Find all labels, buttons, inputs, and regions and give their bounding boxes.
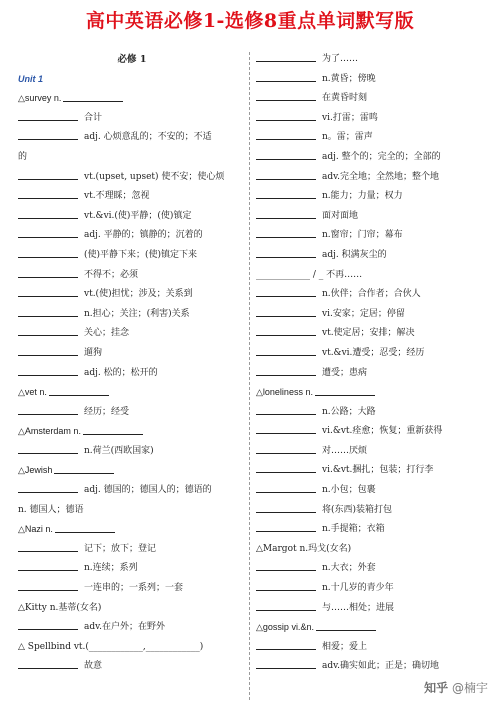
definition-text: 经历；经受: [84, 406, 130, 417]
definition-text: 相爱；爱上: [322, 641, 368, 652]
answer-blank[interactable]: [18, 442, 78, 454]
section-heading: 必修 1: [117, 54, 147, 65]
vocab-line: [256, 520, 488, 540]
definition-text: adj. 积满灰尘的: [322, 249, 387, 260]
answer-blank[interactable]: [18, 187, 78, 199]
definition-text: n.连续；系列: [84, 563, 138, 574]
vocab-line: [18, 128, 246, 148]
vocab-line: [18, 579, 246, 599]
answer-blank[interactable]: [256, 520, 316, 532]
definition-text: vt.不理睬；忽视: [84, 191, 150, 202]
answer-blank[interactable]: [256, 50, 316, 62]
answer-blank[interactable]: [256, 559, 316, 571]
answer-blank[interactable]: [256, 187, 316, 199]
plain-line: 的: [18, 151, 28, 162]
definition-text: n.能力；力量；权力: [322, 191, 403, 202]
headword: △Jewish: [18, 465, 53, 476]
headword: △vet n.: [18, 387, 47, 398]
definition-text: vi.打雷；雷鸣: [322, 112, 378, 123]
definition-text: n.公路；大路: [322, 406, 376, 417]
vocab-line: [256, 187, 488, 207]
definition-text: 面对面地: [322, 210, 359, 221]
vocab-line: [18, 226, 246, 246]
headword: △loneliness n.: [256, 387, 313, 398]
vocab-line: [18, 168, 246, 188]
vocab-line: [256, 226, 488, 246]
definition-text: 对……厌烦: [322, 445, 368, 456]
definition-text: vt.&vi.(使)平静；(使)镇定: [84, 210, 192, 221]
answer-blank[interactable]: [18, 109, 78, 121]
answer-blank[interactable]: [256, 324, 316, 336]
definition-text: 遭受；患病: [322, 367, 368, 378]
vocab-line: [256, 599, 488, 619]
answer-blank[interactable]: [18, 285, 78, 297]
answer-blank[interactable]: [18, 324, 78, 336]
definition-text: 遛狗: [84, 347, 103, 358]
vocab-line: [256, 246, 488, 266]
vocab-line: [256, 461, 488, 481]
vocab-line: [256, 324, 488, 344]
answer-blank[interactable]: [256, 364, 316, 376]
definition-text: n.窗帘；门帘；幕布: [322, 230, 403, 241]
definition-text: vt.(upset, upset) 使不安；使心烦: [84, 171, 225, 182]
vocab-line: [18, 442, 246, 462]
answer-blank[interactable]: [18, 168, 78, 180]
answer-blank[interactable]: [256, 70, 316, 82]
definition-text: vt.(使)担忧；涉及；关系到: [84, 289, 193, 300]
headword: △gossip vi.&n.: [256, 622, 314, 633]
vocab-line: [256, 364, 488, 384]
vocab-line: [18, 403, 246, 423]
watermark-author: @楠宇: [451, 681, 488, 695]
answer-blank[interactable]: [18, 266, 78, 278]
answer-blank[interactable]: [49, 384, 109, 396]
answer-blank[interactable]: [63, 90, 123, 102]
definition-text: adj. 整个的；完全的；全部的: [322, 151, 441, 162]
answer-blank[interactable]: [256, 461, 316, 473]
vocab-line: [256, 618, 488, 638]
answer-blank[interactable]: [256, 168, 316, 180]
definition-text: 为了……: [322, 54, 359, 64]
vocab-line: [256, 109, 488, 129]
vocab-line: [256, 285, 488, 305]
definition-text: n.黄昏；傍晚: [322, 73, 376, 84]
answer-blank[interactable]: [256, 226, 316, 238]
vocab-line: [256, 442, 488, 462]
vocab-line: [18, 324, 246, 344]
definition-text: 一连串的；一系列；一套: [84, 583, 184, 594]
answer-blank[interactable]: [18, 305, 78, 317]
vocab-line: [18, 481, 246, 501]
right-column: [256, 50, 488, 677]
unit-heading: Unit 1: [18, 73, 44, 84]
vocab-line: [256, 559, 488, 579]
answer-blank[interactable]: [18, 540, 78, 552]
vocab-line: [256, 638, 488, 658]
definition-text: adv.完全地；全然地；整个地: [322, 171, 440, 182]
vocab-line: [256, 148, 488, 168]
definition-text: n.荷兰(西欧国家): [84, 445, 154, 456]
answer-blank[interactable]: [256, 89, 316, 101]
plain-line: △ Spellbind vt.(____________,____________): [18, 641, 204, 652]
vocab-line: [256, 501, 488, 521]
answer-blank[interactable]: [54, 462, 114, 474]
vocab-line: [256, 403, 488, 423]
definition-text: 故意: [84, 661, 103, 672]
zhihu-logo: 知乎: [424, 681, 449, 695]
answer-blank[interactable]: [18, 207, 78, 219]
plain-line: △Kitty n.基蒂(女名): [18, 602, 102, 613]
definition-text: vi.&vt.捆扎；包装；打行李: [322, 465, 434, 476]
answer-blank[interactable]: [18, 559, 78, 571]
definition-text: adv.在户外；在野外: [84, 622, 166, 633]
answer-blank[interactable]: [18, 657, 78, 669]
answer-blank[interactable]: [256, 657, 316, 669]
answer-blank[interactable]: [256, 128, 316, 140]
definition-text: n.十几岁的青少年: [322, 583, 394, 594]
answer-blank[interactable]: [18, 344, 78, 356]
answer-blank[interactable]: [18, 403, 78, 415]
vocab-line: [256, 207, 488, 227]
definition-text: 与……相处；进展: [322, 602, 395, 613]
definition-text: n.担心；关注；(利害)关系: [84, 308, 190, 319]
answer-blank[interactable]: [18, 128, 78, 140]
definition-text: adj. 松的；松开的: [84, 367, 158, 378]
definition-text: n.大衣；外套: [322, 563, 376, 574]
vocab-line: [256, 89, 488, 109]
definition-text: vt.&vi.遭受；忍受；经历: [322, 347, 425, 358]
definition-text: adj. 心烦意乱的；不安的；不适: [84, 132, 212, 143]
definition-text: vi.&vt.痊愈；恢复；重新获得: [322, 426, 443, 437]
vocab-line: [256, 344, 488, 364]
vocab-line: [256, 422, 488, 442]
answer-blank[interactable]: [256, 305, 316, 317]
vocab-line: [18, 285, 246, 305]
definition-text: vt.使定居；安排；解决: [322, 328, 415, 339]
vocab-line: [256, 50, 488, 70]
column-divider: [249, 52, 250, 700]
answer-blank[interactable]: [315, 384, 375, 396]
plain-line: n. 德国人；德语: [18, 504, 84, 515]
answer-blank[interactable]: [256, 207, 316, 219]
vocab-line: [18, 246, 246, 266]
definition-text: adj. 德国的；德国人的；德语的: [84, 485, 212, 496]
headword: △Nazi n.: [18, 524, 53, 535]
definition-text: adj. 平静的；镇静的；沉着的: [84, 230, 203, 241]
vocab-line: [18, 520, 246, 540]
answer-blank[interactable]: [256, 246, 316, 258]
answer-blank[interactable]: [256, 501, 316, 513]
vocab-line: [256, 481, 488, 501]
answer-blank[interactable]: [55, 521, 115, 533]
answer-blank[interactable]: [18, 481, 78, 493]
vocab-line: [256, 579, 488, 599]
vocab-line: [18, 364, 246, 384]
definition-text: n.手提箱；衣箱: [322, 524, 385, 535]
definition-text: n.伙伴；合作者；合伙人: [322, 289, 421, 300]
vocab-line: [18, 305, 246, 325]
vocab-line: [256, 383, 488, 403]
vocab-line: [18, 266, 246, 286]
answer-blank[interactable]: [83, 423, 143, 435]
answer-blank[interactable]: [256, 422, 316, 434]
answer-blank[interactable]: [256, 442, 316, 454]
answer-blank[interactable]: [18, 364, 78, 376]
vocab-line: [256, 657, 488, 677]
vocab-line: [256, 168, 488, 188]
left-column: [18, 50, 246, 677]
plain-line: ____________ / _ 不再……: [256, 269, 363, 280]
vocab-line: [256, 305, 488, 325]
plain-line: △Margot n.玛戈(女名): [256, 543, 352, 554]
answer-blank[interactable]: [256, 599, 316, 611]
definition-text: 记下；放下；登记: [84, 543, 157, 554]
headword: △survey n.: [18, 93, 62, 104]
answer-blank[interactable]: [256, 481, 316, 493]
definition-text: 在黄昏时刻: [322, 93, 368, 104]
answer-blank[interactable]: [256, 109, 316, 121]
page-title: 高中英语必修1-选修8重点单词默写版: [85, 10, 415, 32]
vocab-line: [18, 187, 246, 207]
vocab-line: [18, 618, 246, 638]
answer-blank[interactable]: [256, 579, 316, 591]
vocab-line: [18, 109, 246, 129]
answer-blank[interactable]: [18, 226, 78, 238]
answer-blank[interactable]: [18, 618, 78, 630]
answer-blank[interactable]: [256, 403, 316, 415]
definition-text: adv.确实如此；正是；确切地: [322, 661, 440, 672]
answer-blank[interactable]: [256, 148, 316, 160]
vocab-line: [256, 128, 488, 148]
vocab-line: [18, 89, 246, 109]
definition-text: n.小包；包裹: [322, 485, 376, 496]
watermark: [424, 679, 488, 696]
answer-blank[interactable]: [256, 285, 316, 297]
answer-blank[interactable]: [18, 579, 78, 591]
vocab-line: [18, 540, 246, 560]
definition-text: vi.安家；定居；停留: [322, 308, 405, 319]
answer-blank[interactable]: [18, 246, 78, 258]
definition-text: (使)平静下来；(使)镇定下来: [84, 249, 198, 260]
vocab-line: [18, 559, 246, 579]
answer-blank[interactable]: [256, 344, 316, 356]
vocab-line: [18, 344, 246, 364]
definition-text: 关心；挂念: [84, 328, 130, 339]
definition-text: 将(东西)装箱打包: [322, 504, 393, 515]
answer-blank[interactable]: [316, 619, 376, 631]
definition-text: n。雷；雷声: [322, 132, 373, 143]
vocab-line: [18, 657, 246, 677]
vocab-line: [18, 207, 246, 227]
definition-text: 合计: [84, 112, 103, 123]
vocab-line: [18, 461, 246, 481]
vocab-line: [18, 383, 246, 403]
answer-blank[interactable]: [256, 638, 316, 650]
definition-text: 不得不；必须: [84, 269, 139, 280]
headword: △Amsterdam n.: [18, 426, 81, 437]
vocab-line: [18, 422, 246, 442]
vocab-line: [256, 70, 488, 90]
